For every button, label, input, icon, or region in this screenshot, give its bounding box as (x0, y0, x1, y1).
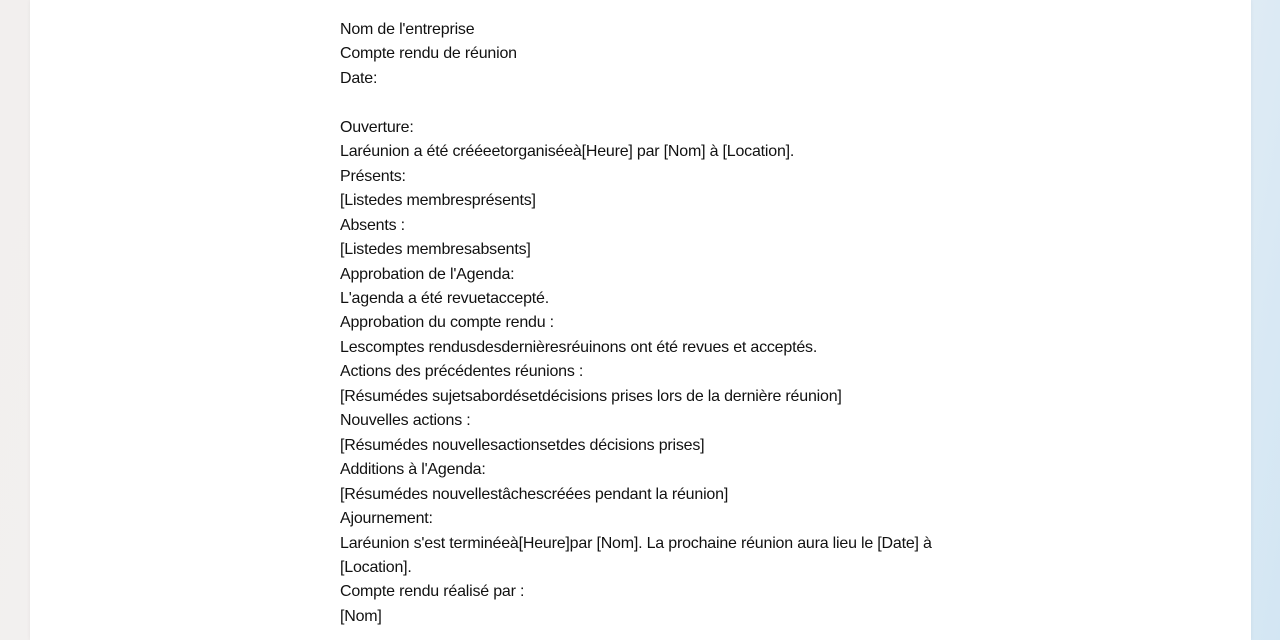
company-name-line: Nom de l'entreprise (340, 21, 475, 38)
blank-line (340, 91, 980, 115)
opening-text: Laréunion a été crééeetorganiséeà[Heure] par [Nom] à [Location]. (340, 143, 795, 161)
absent-text: [Listedes membresabsents] (340, 241, 531, 259)
author-heading: Compte rendu réalisé par : (340, 583, 525, 601)
new-actions-text: [Résumédes nouvellesactionsetdes décisions prises] (340, 436, 705, 454)
adjournment-text: Laréunion s'est terminéeà[Heure]par [Nom]. La prochaine réunion aura lieu le [Date] à (340, 534, 932, 552)
document-body (340, 18, 980, 629)
minutes-approval-text: Lescomptes rendusdesdernièresréuinons ont été revues et acceptés. (340, 338, 818, 356)
present-text: [Listedes membresprésents] (340, 192, 536, 210)
author-name: [Nom] (340, 607, 382, 625)
new-actions-heading: Nouvelles actions : (340, 412, 471, 430)
present-heading: Présents: (340, 167, 406, 185)
agenda-approval-text: L'agenda a été revuetaccepté. (340, 289, 549, 307)
previous-actions-text: [Résumédes sujetsabordésetdécisions prises lors de la dernière réunion] (340, 387, 842, 405)
opening-heading: Ouverture: (340, 118, 414, 136)
adjournment-heading: Ajournement: (340, 510, 433, 528)
date-line: Date: (340, 69, 378, 87)
absent-heading: Absents : (340, 216, 405, 234)
document-page (30, 0, 1251, 640)
adjournment-text-continued: [Location]. (340, 558, 412, 576)
agenda-approval-heading: Approbation de l'Agenda: (340, 265, 515, 283)
previous-actions-heading: Actions des précédentes réunions : (340, 363, 584, 381)
document-title-line: Compte rendu de réunion (340, 45, 517, 63)
minutes-approval-heading: Approbation du compte rendu : (340, 314, 554, 332)
agenda-additions-heading: Additions à l'Agenda: (340, 461, 486, 479)
agenda-additions-text: [Résumédes nouvellestâchescréées pendant la réunion] (340, 485, 729, 503)
